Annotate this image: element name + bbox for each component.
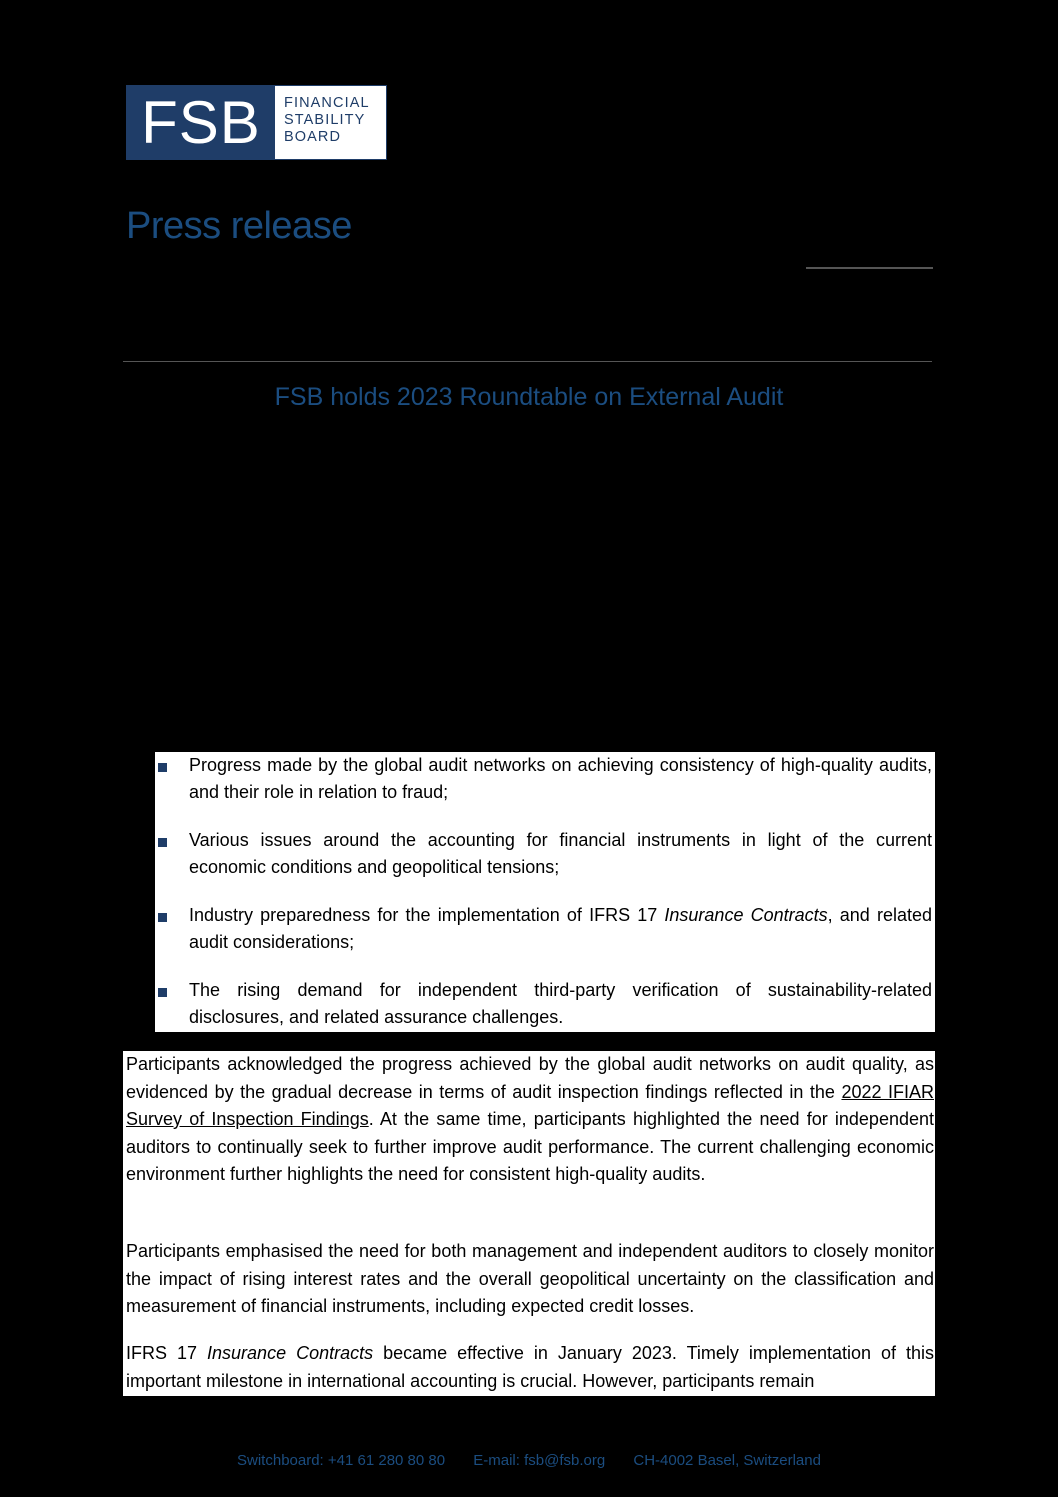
paragraph-ifrs17	[126, 1340, 934, 1395]
logo-line-1: FINANCIAL	[284, 95, 370, 111]
topic-list	[155, 752, 935, 1032]
paragraph-text: IFRS 17	[126, 1343, 208, 1363]
footer-contact	[0, 1452, 1058, 1469]
list-item-text	[189, 827, 932, 881]
body-text	[123, 1051, 935, 1396]
paragraph-text: became effective in January 2023. Timely implementation of this important milestone in international accounting is crucial. However, participants remain	[126, 1343, 935, 1391]
fsb-logo	[126, 85, 387, 160]
list-item-text-main: Industry preparedness for the implementation of IFRS 17	[189, 905, 665, 925]
list-item-text-italic: Insurance Contracts	[664, 905, 828, 925]
paragraph-audit-quality	[126, 1051, 934, 1189]
square-bullet-icon	[158, 988, 167, 997]
square-bullet-icon	[158, 913, 167, 922]
list-item-text	[189, 977, 932, 1031]
list-item-text-main: The rising demand for independent third-party verification of sustainability-related disclosures, and related assurance challenges.	[189, 980, 932, 1027]
square-bullet-icon	[158, 838, 167, 847]
footer-email[interactable]: E-mail: fsb@fsb.org	[473, 1452, 606, 1469]
list-item-text	[189, 902, 932, 956]
footer-switchboard: Switchboard: +41 61 280 80 80	[237, 1452, 446, 1469]
title-rule	[123, 361, 932, 362]
list-item-text	[189, 752, 932, 806]
paragraph-text: Participants acknowledged the progress achieved by the global audit networks on audit quality, as evidenced by the gradual decrease in terms of audit inspection findings reflected in the	[126, 1054, 934, 1102]
logo-wordmark	[275, 86, 386, 159]
ifiar-survey-link[interactable]: 2022 IFIAR Survey of Inspection Findings	[126, 1081, 935, 1129]
logo-line-3: BOARD	[284, 129, 342, 145]
logo-mark: FSB	[127, 86, 275, 159]
list-item-text-main: Progress made by the global audit networks on achieving consistency of high-quality audits, and their role in relation to fraud;	[189, 755, 932, 802]
logo-line-2: STABILITY	[284, 112, 366, 128]
paragraph-financial-instruments: Participants emphasised the need for both management and independent auditors to closely monitor the impact of rising interest rates and the overall geopolitical uncertainty on the classification and measurement of financial instruments, including expected credit losses.	[126, 1241, 934, 1316]
list-item-text-tail: , and related audit considerations;	[189, 905, 933, 952]
paragraph-italic: Insurance Contracts	[207, 1343, 374, 1363]
paragraph-text: . At the same time, participants highlighted the need for independent auditors to continually seek to further improve audit performance. The current challenging economic environment further highlights the need for consistent high-quality audits.	[126, 1109, 934, 1184]
press-release-heading: Press release	[126, 205, 352, 247]
release-title: FSB holds 2023 Roundtable on External Audit	[274, 383, 784, 411]
list-item-text-main: Various issues around the accounting for financial instruments in light of the current economic conditions and geopolitical tensions;	[189, 830, 932, 877]
date-rule	[806, 267, 933, 269]
footer-address: CH-4002 Basel, Switzerland	[633, 1452, 821, 1469]
square-bullet-icon	[158, 763, 167, 772]
